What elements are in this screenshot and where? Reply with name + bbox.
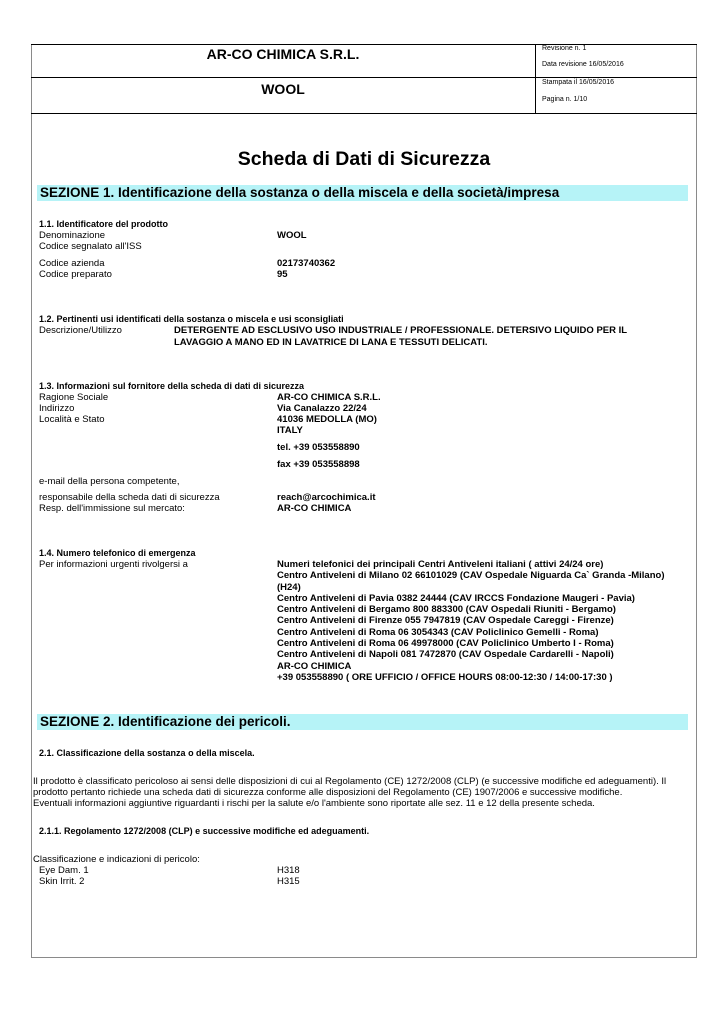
emergency-line: Centro Antiveleni di Pavia 0382 24444 (CAV IRCCS Fondazione Maugeri - Pavia) [277, 592, 635, 604]
responsabile-label: responsabile della scheda dati di sicurezza [39, 492, 220, 503]
hazard-class-code: H318 [277, 865, 300, 876]
indirizzo-label: Indirizzo [39, 403, 75, 414]
email-label: e-mail della persona competente, [39, 476, 180, 487]
immissione-label: Resp. dell'immissione sul mercato: [39, 503, 185, 514]
product-name: WOOL [261, 81, 305, 97]
emergency-line: +39 053558890 ( ORE UFFICIO / OFFICE HOURS 08:00-12:30 / 14:00-17:30 ) [277, 671, 613, 683]
emergency-line: Centro Antiveleni di Roma 06 3054343 (CAV Policlinico Gemelli - Roma) [277, 626, 599, 638]
hazard-class-name: Skin Irrit. 2 [39, 876, 85, 887]
stato-value: ITALY [277, 425, 303, 436]
emergency-line: Centro Antiveleni di Milano 02 66101029 (CAV Ospedale Niguarda Ca` Granda -Milano) [277, 570, 665, 582]
descrizione-label: Descrizione/Utilizzo [39, 325, 122, 336]
paragraph-line: prodotto pertanto richiede una scheda dati di sicurezza conforme alle disposizioni del Regolamento (CE) 1907/2006 e successive modifiche. [33, 787, 623, 799]
codice-azienda-value: 02173740362 [277, 258, 336, 269]
document-header [31, 44, 697, 114]
iss-label: Codice segnalato all'ISS [39, 241, 142, 252]
hazard-class-name: Eye Dam. 1 [39, 865, 89, 876]
denominazione-label: Denominazione [39, 230, 106, 241]
document-title: Scheda di Dati di Sicurezza [237, 148, 491, 170]
classification-label: Classificazione e indicazioni di pericolo: [33, 854, 200, 865]
telephone-value: tel. +39 053558890 [277, 442, 360, 453]
descrizione-line: DETERGENTE AD ESCLUSIVO USO INDUSTRIALE / PROFESSIONALE. DETERSIVO LIQUIDO PER IL [174, 325, 628, 336]
emergency-line: Centro Antiveleni di Bergamo 800 883300 (CAV Ospedali Riuniti - Bergamo) [277, 604, 616, 616]
codice-azienda-label: Codice azienda [39, 258, 105, 269]
hazard-class-code: H315 [277, 876, 300, 887]
subsection-1-4-title: 1.4. Numero telefonico di emergenza [39, 548, 196, 558]
codice-preparato-value: 95 [277, 269, 288, 280]
localita-label: Località e Stato [39, 414, 105, 425]
subsection-2-1-title: 2.1. Classificazione della sostanza o della miscela. [39, 748, 255, 758]
emergency-label: Per informazioni urgenti rivolgersi a [39, 559, 188, 570]
emergency-line: Numeri telefonici dei principali Centri Antiveleni italiani ( attivi 24/24 ore) [277, 559, 604, 570]
subsection-1-1-title: 1.1. Identificatore del prodotto [39, 219, 169, 229]
header-left [31, 44, 535, 114]
subsection-1-2-title: 1.2. Pertinenti usi identificati della sostanza o miscela e usi sconsigliati [39, 314, 344, 324]
indirizzo-value: Via Canalazzo 22/24 [277, 403, 367, 414]
emergency-line: (H24) [277, 581, 301, 593]
section-1-heading: SEZIONE 1. Identificazione della sostanza o della miscela e della società/impresa [37, 185, 688, 201]
company-name: AR-CO CHIMICA S.R.L. [206, 46, 360, 62]
fax-value: fax +39 053558898 [277, 459, 360, 470]
ragione-sociale-value: AR-CO CHIMICA S.R.L. [277, 392, 381, 403]
descrizione-line: LAVAGGIO A MANO ED IN LAVATRICE DI LANA E TESSUTI DELICATI. [174, 336, 488, 348]
subsection-1-3-title: 1.3. Informazioni sul fornitore della scheda di dati di sicurezza [39, 381, 305, 391]
header-meta [535, 44, 698, 114]
codice-preparato-label: Codice preparato [39, 269, 112, 280]
emergency-line: Centro Antiveleni di Firenze 055 7947819 (CAV Ospedale Careggi - Firenze) [277, 615, 614, 627]
page-number: Pagina n. 1/10 [542, 96, 588, 103]
descrizione-value [174, 325, 674, 348]
emergency-line: Centro Antiveleni di Roma 06 49978000 (CAV Policlinico Umberto I - Roma) [277, 638, 614, 650]
responsabile-email: reach@arcochimica.it [277, 492, 376, 503]
immissione-value: AR-CO CHIMICA [277, 503, 352, 514]
denominazione-value: WOOL [277, 230, 307, 241]
subsection-2-1-1-title: 2.1.1. Regolamento 1272/2008 (CLP) e successive modifiche ed adeguamenti. [39, 826, 370, 836]
emergency-numbers [277, 559, 664, 683]
print-date: Stampata il 16/05/2016 [542, 79, 614, 86]
emergency-line: Centro Antiveleni di Napoli 081 7472870 (CAV Ospedale Cardarelli - Napoli) [277, 649, 614, 661]
revision-number: Revisione n. 1 [542, 45, 587, 52]
classification-paragraph [33, 776, 693, 810]
emergency-line: AR-CO CHIMICA [277, 660, 352, 672]
ragione-sociale-label: Ragione Sociale [39, 392, 109, 403]
localita-value: 41036 MEDOLLA (MO) [277, 414, 377, 425]
revision-date: Data revisione 16/05/2016 [542, 61, 624, 68]
paragraph-line: Il prodotto è classificato pericoloso ai sensi delle disposizioni di cui al Regolamento (CE) 1272/2008 (CLP) (e successive modifiche ed adeguamenti). Il [33, 776, 667, 787]
paragraph-line: Eventuali informazioni aggiuntive riguardanti i rischi per la salute e/o l'ambiente sono riportate alle sez. 11 e 12 della presente scheda. [33, 798, 595, 810]
section-2-heading: SEZIONE 2. Identificazione dei pericoli. [37, 714, 688, 730]
